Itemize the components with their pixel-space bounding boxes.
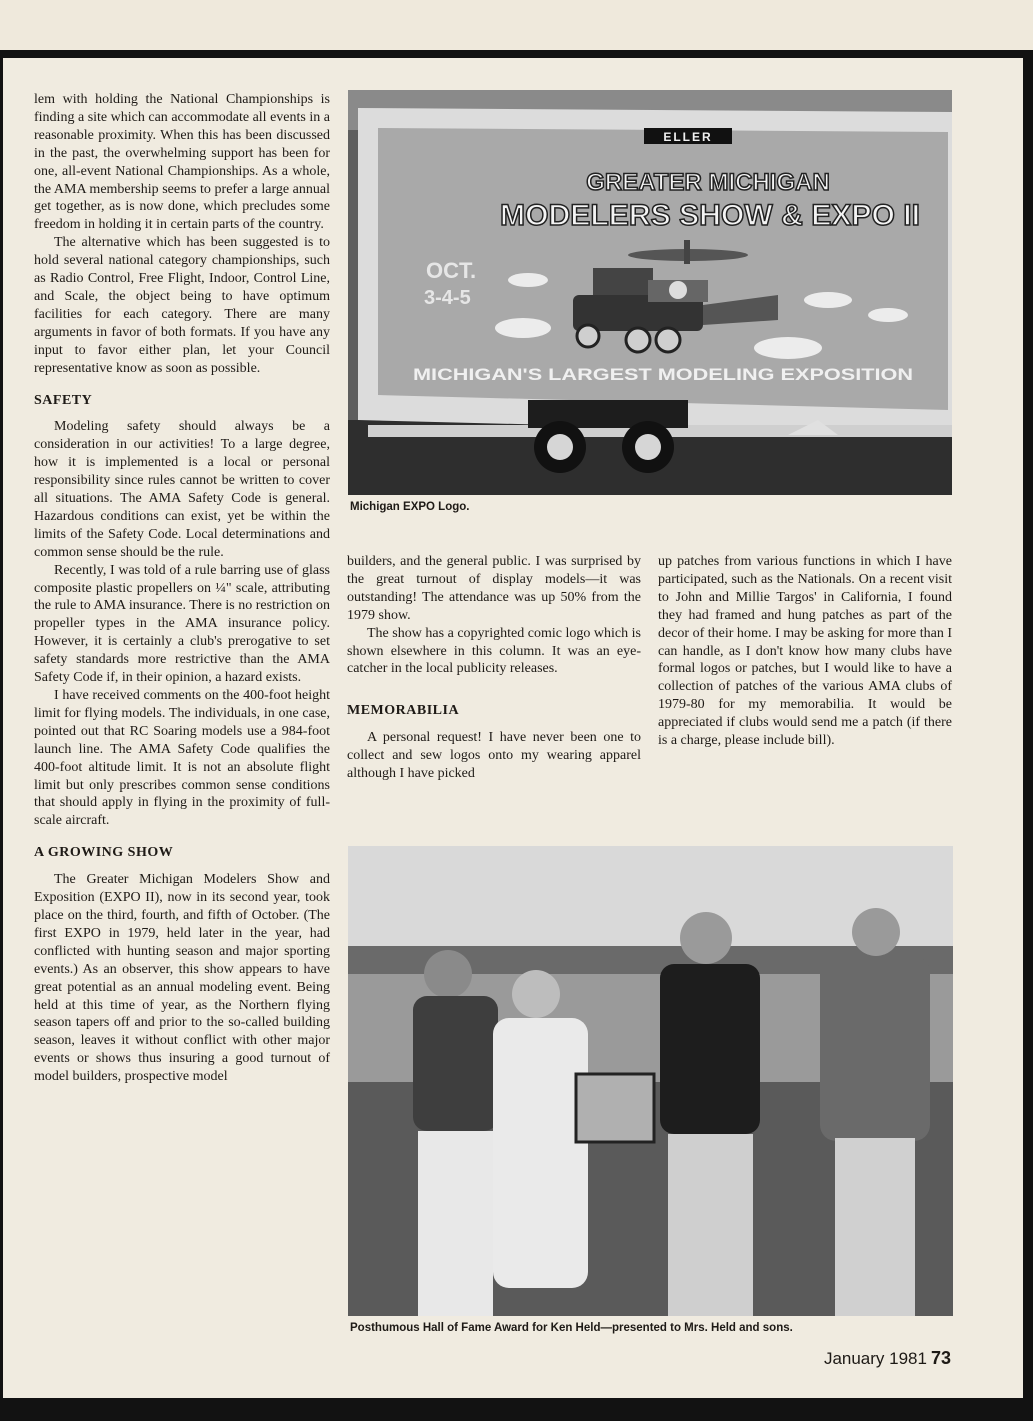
- column-1: [34, 91, 330, 1086]
- magazine-page: [3, 58, 1023, 1398]
- person-left-plaid-shirt: [413, 950, 498, 1316]
- sign-date-month: OCT.: [426, 258, 477, 283]
- heading-growing-show: A GROWING SHOW: [34, 845, 174, 861]
- col2-paragraph-3: A personal request! I have never been one to collect and sew logos onto my wearing apparel although I have picked: [347, 730, 641, 782]
- sign-title-line-1: GREATER MICHIGAN: [586, 169, 830, 196]
- sign-tagline: MICHIGAN'S LARGEST MODELING EXPOSITION: [413, 365, 913, 384]
- col3-paragraph-1: up patches from various functions in which I have participated, such as the Nationals. On a recent visit to John and Millie Targos' in California, I found they had framed and hung patches as part of the decor of their home. I may be asking for more than I can handle, as I don't know how many clubs have formal logos or patches, but I would like to have a collection of patches of the various AMA clubs of 1979-80 for my memorabilia. It would be appreciated if clubs would send me a patch (if there is a charge, please include bill).: [658, 554, 952, 749]
- person-right-jacket: [820, 908, 930, 1316]
- col1-paragraph-1: lem with holding the National Championships is finding a site which can accommodate all events in a reasonable proximity. When this has been discussed in the past, the overwhelming support has been for one, all-event National Championships. As a whole, the AMA membership seems to prefer a large annual get together, as is now done, which precludes some freedom in holding it in certain parts of the country.: [34, 92, 330, 233]
- award-presentation-illustration: [348, 846, 953, 1316]
- sign-brand: ELLER: [663, 130, 713, 144]
- col1-paragraph-5: I have received comments on the 400-foot height limit for flying models. The individuals, in one case, pointed out that RC Soaring models use a 984-foot launch line. The AMA Safety Code qualifies the 400-foot altitude limit. It is not an absolute flight limit but only prescribes common sense conditions that should apply in flying in the proximity of full-scale aircraft.: [34, 688, 330, 829]
- col1-paragraph-2: The alternative which has been suggested is to hold several national category championships, such as Radio Control, Free Flight, Indoor, Control Line, and Scale, the object being to have optimum facilities for each category. There are many arguments in favor of both formats. If you have any input to favor either plan, let your Council representative know as soon as possible.: [34, 235, 330, 376]
- column-3: [658, 553, 952, 750]
- col1-paragraph-4: Recently, I was told of a rule barring use of glass composite plastic propellers on ¼" scale, attributing the rule to AMA insurance. There is no restriction on propeller types in the AMA insurance policy. However, it is certainly a club's prerogative to set safety standards more restrictive than the AMA Safety Code if, in their opinion, a hazard exists.: [34, 562, 331, 686]
- sign-title-line-2: MODELERS SHOW & EXPO II: [500, 199, 920, 232]
- col2-paragraph-1: builders, and the general public. I was surprised by the great turnout of display models—it was outstanding! The attendance was up 50% from the 1979 show.: [347, 554, 641, 623]
- heading-memorabilia: MEMORABILIA: [347, 703, 460, 719]
- person-presenter-dark-suit: [660, 912, 760, 1316]
- footer-page-number: 73: [930, 1348, 951, 1368]
- photo-caption-expo-logo: Michigan EXPO Logo.: [350, 501, 470, 513]
- photo-caption-hall-of-fame: Posthumous Hall of Fame Award for Ken Held—presented to Mrs. Held and sons.: [350, 1322, 793, 1334]
- expo-trailer-photo: [348, 90, 952, 495]
- award-plaque: [576, 1074, 654, 1142]
- col2-paragraph-2: The show has a copyrighted comic logo which is shown elsewhere in this column. It was an eye-catcher in the local publicity releases.: [347, 625, 641, 677]
- col1-paragraph-6: The Greater Michigan Modelers Show and Exposition (EXPO II), now in its second year, took place on the third, fourth, and fifth of October. (The first EXPO in 1979, held later in the year, had conflicted with hunting season and major sporting events.) As an observer, this show appears to have great potential as an annual modeling event. Being held at this time of year, as the Northern flying season tapers off and prior to the so-called building season, leaves it without conflict with other major events or shows thus insuring a good turnout of model builders, prospective model: [34, 872, 330, 1085]
- award-presentation-photo: [348, 846, 953, 1316]
- column-2: [347, 553, 641, 783]
- top-page-strip: [0, 0, 1033, 50]
- footer-issue-date: January 1981: [823, 1349, 927, 1368]
- page-footer: [824, 1348, 951, 1369]
- col1-paragraph-3: Modeling safety should always be a consideration in our activities! To a large degree, how it is implemented is a local or personal responsibility since rules cannot be written to cover all situations. The AMA Safety Code is general. Hazardous conditions can exist, yet be within the limits of the Safety Code. Local determinations and common sense should be the rule.: [34, 419, 330, 560]
- sign-date-days: 3-4-5: [424, 287, 471, 309]
- heading-safety: SAFETY: [34, 392, 93, 408]
- expo-trailer-illustration: [348, 90, 952, 495]
